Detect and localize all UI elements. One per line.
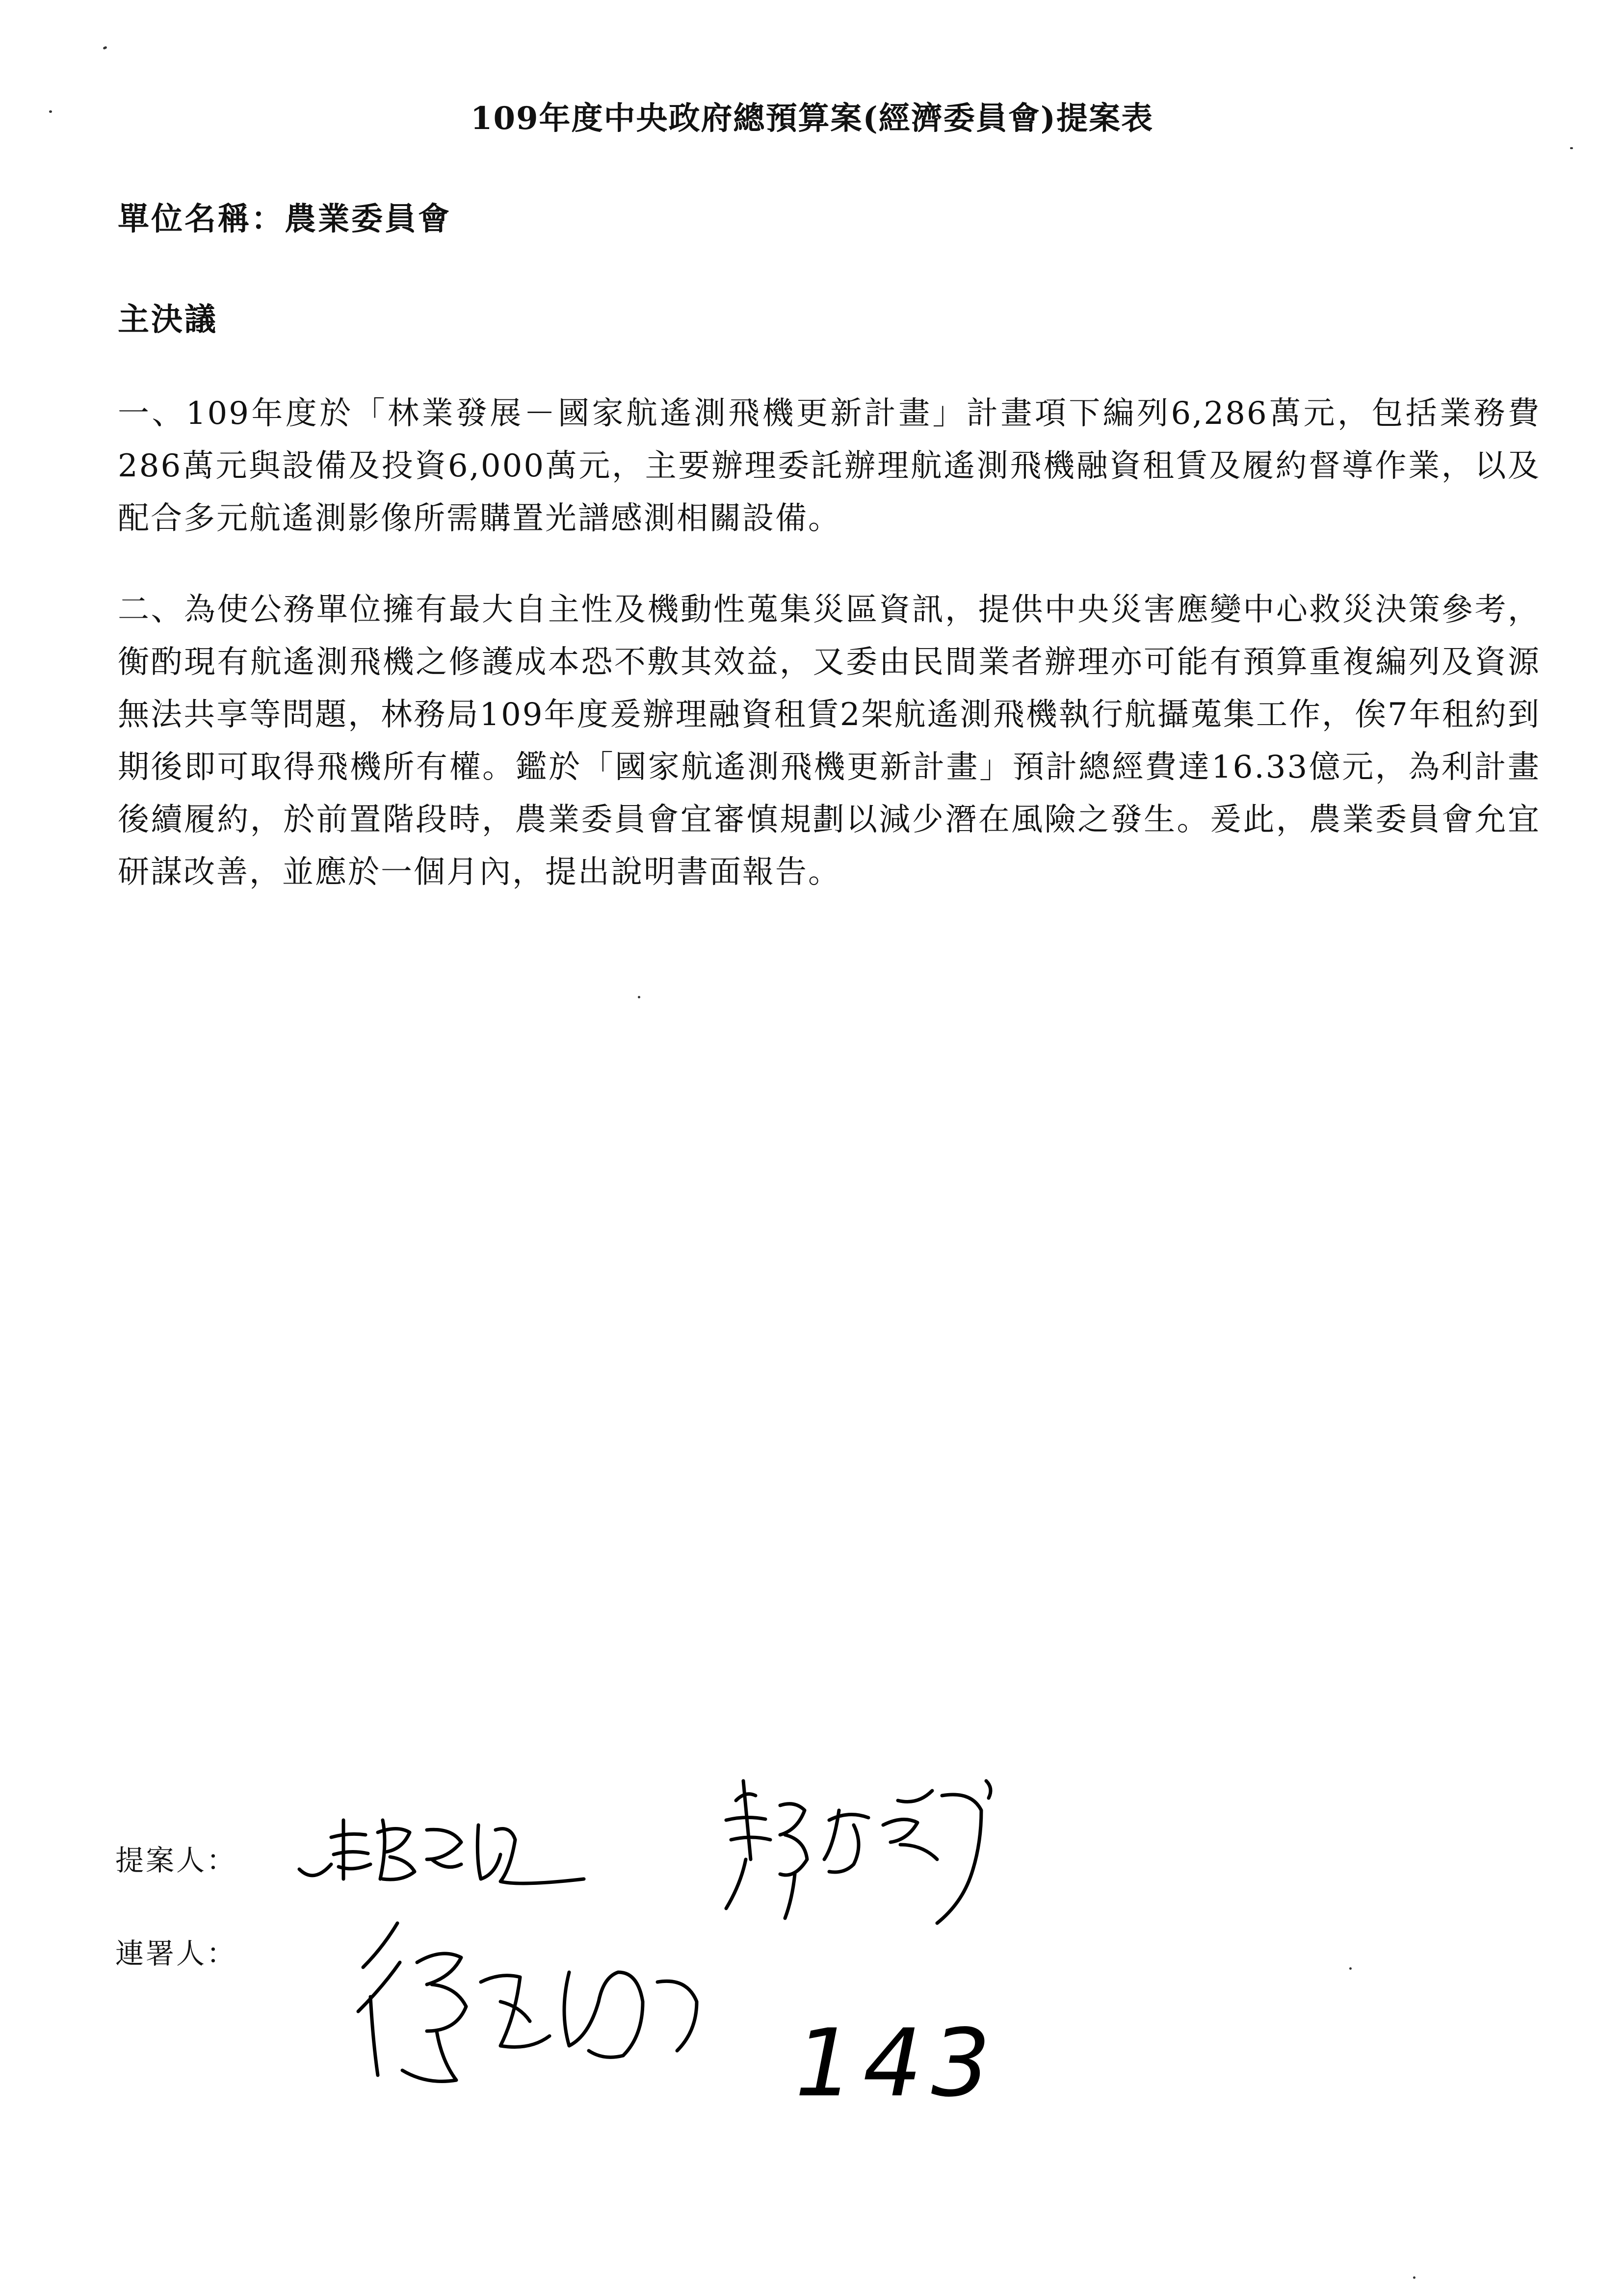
scan-speck: [638, 996, 640, 998]
unit-line: [118, 194, 451, 239]
document-title: 109年度中央政府總預算案(經濟委員會)提案表: [470, 100, 1154, 137]
cosigner-signature: [343, 1904, 716, 2110]
scan-speck: [103, 46, 107, 50]
scan-speck: [1349, 1967, 1352, 1970]
resolution-heading: 主決議: [118, 301, 218, 338]
resolution-paragraph-1: 一、109年度於「林業發展－國家航遙測飛機更新計畫」計畫項下編列6,286萬元，包括業務費286萬元與設備及投資6,000萬元，主要辦理委託辦理航遙測飛機融資租賃及履約督導作業，以及配合多元航遙測影像所需購置光譜感測相關設備。: [118, 395, 1541, 537]
proposer-label: 提案人：: [115, 1844, 237, 1877]
proposer-signature-1: [285, 1786, 599, 1908]
proposer-signature-2: [707, 1761, 1011, 1957]
scan-speck: [1570, 147, 1573, 149]
handwritten-page-number: 143: [795, 2009, 999, 2117]
unit-name: 農業委員會: [285, 201, 451, 237]
cosigner-label: 連署人：: [115, 1937, 237, 1970]
resolution-paragraph-2: 二、為使公務單位擁有最大自主性及機動性蒐集災區資訊，提供中央災害應變中心救災決策參考，衡酌現有航遙測飛機之修護成本恐不敷其效益，又委由民間業者辦理亦可能有預算重複編列及資源無法共享等問題，林務局109年度爰辦理融資租賃2架航遙測飛機執行航攝蒐集工作，俟7年租約到期後即可取得飛機所有權。鑑於「國家航遙測飛機更新計畫」預計總經費達16.33億元，為利計畫後續履約，於前置階段時，農業委員會宜審慎規劃以減少潛在風險之發生。爰此，農業委員會允宜研謀改善，並應於一個月內，提出說明書面報告。: [118, 592, 1541, 890]
scan-speck: [1413, 2276, 1415, 2279]
unit-label: 單位名稱：: [118, 201, 285, 237]
